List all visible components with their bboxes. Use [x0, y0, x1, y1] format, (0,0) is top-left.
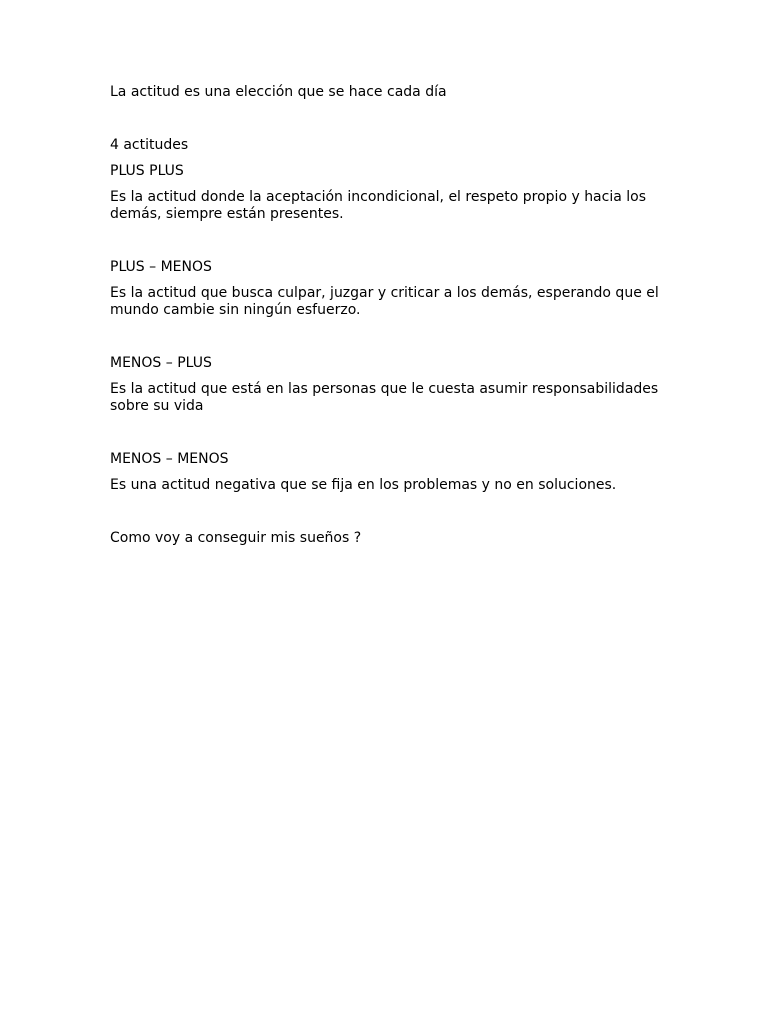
closing-question: Como voy a conseguir mis sueños ? [110, 530, 362, 546]
document-page [110, 84, 670, 547]
attitude-description-plus-plus: Es la actitud donde la aceptación incondicional, el respeto propio y hacia los demás, siempre están presentes. [110, 189, 647, 222]
spacer [110, 319, 670, 355]
attitude-name-menos-plus: MENOS – PLUS [110, 355, 212, 371]
attitude-description-menos-plus: Es la actitud que está en las personas que le cuesta asumir responsabilidades sobre su vida [110, 381, 659, 414]
spacer [110, 154, 670, 163]
spacer [110, 468, 670, 477]
spacer [110, 494, 670, 530]
attitude-name-plus-plus: PLUS PLUS [110, 163, 184, 179]
spacer [110, 276, 670, 285]
attitude-name-menos-menos: MENOS – MENOS [110, 451, 229, 467]
spacer [110, 223, 670, 259]
attitude-description-menos-menos: Es una actitud negativa que se fija en los problemas y no en soluciones. [110, 477, 617, 493]
attitude-name-plus-menos: PLUS – MENOS [110, 259, 212, 275]
spacer [110, 415, 670, 451]
section-heading: 4 actitudes [110, 137, 189, 153]
intro-text: La actitud es una elección que se hace cada día [110, 84, 447, 100]
spacer [110, 372, 670, 381]
spacer [110, 180, 670, 189]
attitude-description-plus-menos: Es la actitud que busca culpar, juzgar y criticar a los demás, esperando que el mundo cambie sin ningún esfuerzo. [110, 285, 659, 318]
spacer [110, 101, 670, 137]
